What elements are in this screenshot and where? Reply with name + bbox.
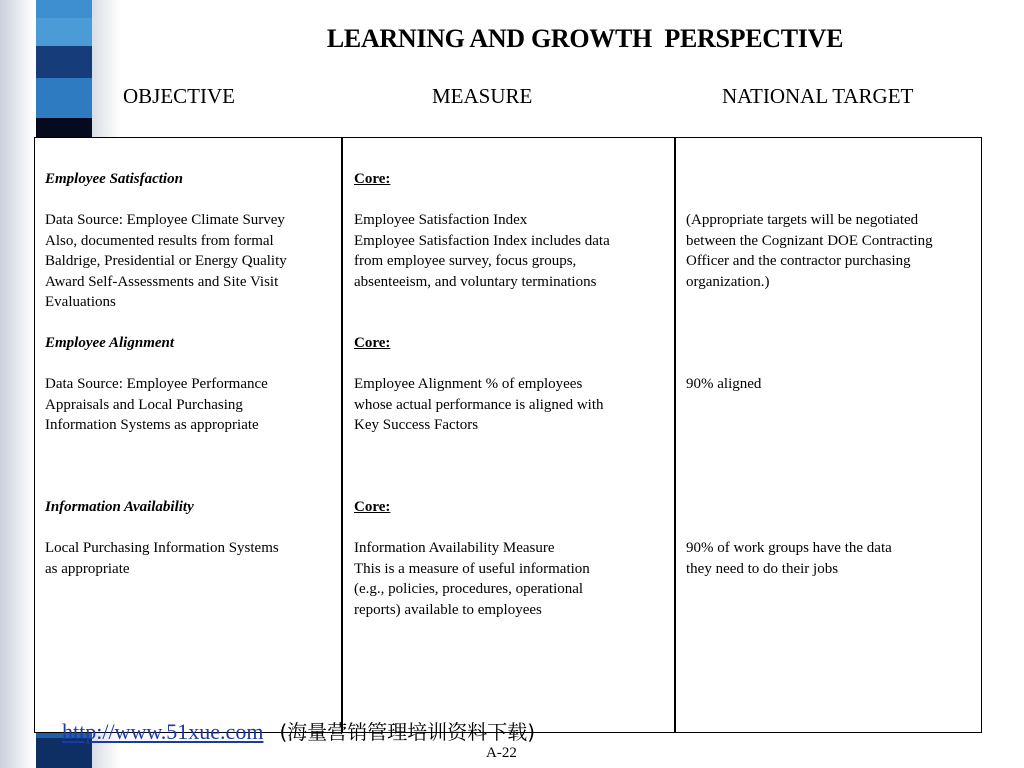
target-line: between the Cognizant DOE Contracting xyxy=(686,232,933,249)
objective-source-line: Appraisals and Local Purchasing xyxy=(45,396,243,413)
target-line: 90% of work groups have the data xyxy=(686,540,892,556)
national-target-column xyxy=(674,137,982,733)
stripe-segment xyxy=(36,46,92,78)
core-label: Core: xyxy=(354,335,391,351)
objective-source-line: Local Purchasing Information Systems xyxy=(45,540,279,556)
objective-source-line: Data Source: Employee Performance xyxy=(45,376,268,392)
target-line: 90% aligned xyxy=(686,376,762,392)
target-line: they need to do their jobs xyxy=(686,560,839,577)
measure-line: (e.g., policies, procedures, operational xyxy=(354,581,584,597)
measure-line: Employee Alignment % of employees xyxy=(354,376,583,392)
core-label: Core: xyxy=(354,499,391,515)
objective-source-line: Data Source: Employee Climate Survey xyxy=(45,212,285,228)
header-measure: MEASURE xyxy=(432,84,533,108)
target-line: organization.) xyxy=(686,273,770,290)
measure-line: Employee Satisfaction Index xyxy=(354,212,528,228)
measure-line: reports) available to employees xyxy=(354,601,542,618)
measure-line: whose actual performance is aligned with xyxy=(354,396,604,413)
objective-title-information-availability: Information Availability xyxy=(45,499,194,515)
core-label: Core: xyxy=(354,171,391,187)
footer-text: (海量营销管理培训资料下载) xyxy=(279,720,536,744)
footer xyxy=(62,716,535,744)
header-national-target: NATIONAL TARGET xyxy=(722,84,914,108)
page-number: A-22 xyxy=(486,745,517,761)
target-line: (Appropriate targets will be negotiated xyxy=(686,212,919,228)
stripe-segment xyxy=(36,18,92,46)
objective-source-line: Award Self-Assessments and Site Visit xyxy=(45,273,279,290)
measure-line: Employee Satisfaction Index includes data xyxy=(354,232,610,249)
slide-title: LEARNING AND GROWTH PERSPECTIVE xyxy=(326,24,844,53)
objective-title-employee-alignment: Employee Alignment xyxy=(45,335,175,351)
objective-source-line: Also, documented results from formal xyxy=(45,232,274,249)
objective-source-line: Baldrige, Presidential or Energy Quality xyxy=(45,253,287,269)
measure-line: Key Success Factors xyxy=(354,417,479,433)
footer-link[interactable]: http://www.51xue.com xyxy=(62,719,264,744)
objective-column xyxy=(34,137,342,733)
header-objective: OBJECTIVE xyxy=(123,84,235,108)
objective-source-line: as appropriate xyxy=(45,560,130,577)
objective-source-line: Information Systems as appropriate xyxy=(45,417,259,433)
stripe-segment xyxy=(36,118,92,138)
stripe-segment xyxy=(36,78,92,118)
measure-line: absenteeism, and voluntary terminations xyxy=(354,273,597,290)
band-shade-left xyxy=(0,0,34,768)
target-line: Officer and the contractor purchasing xyxy=(686,253,911,269)
measure-line: This is a measure of useful information xyxy=(354,560,590,577)
objective-source-line: Evaluations xyxy=(45,294,116,310)
measure-line: Information Availability Measure xyxy=(354,540,555,556)
stripe-segment xyxy=(36,0,92,18)
measure-line: from employee survey, focus groups, xyxy=(354,253,577,269)
objective-title-employee-satisfaction: Employee Satisfaction xyxy=(45,171,183,187)
measure-column xyxy=(341,137,675,733)
